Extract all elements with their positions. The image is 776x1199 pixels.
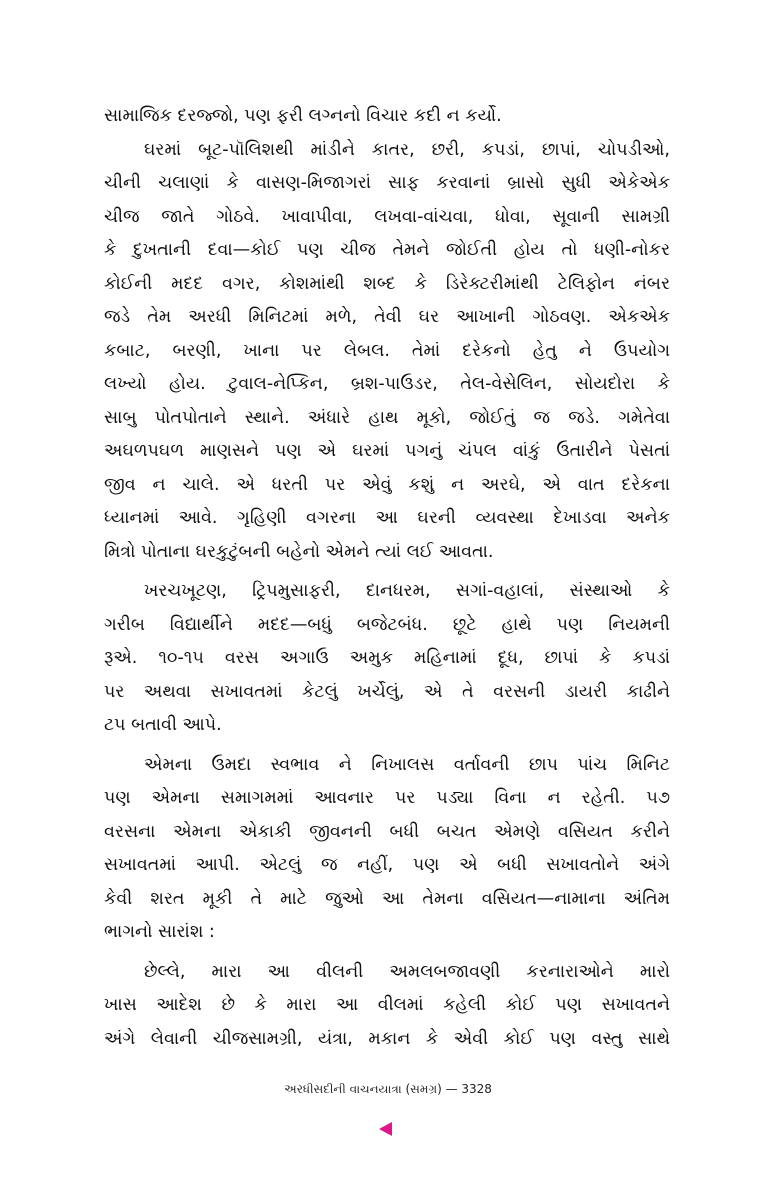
text-line: સામાજિક દરજ્જો, પણ ફરી લગ્નનો વિચાર કદી ન કર્યો. — [104, 106, 502, 126]
page-body — [104, 100, 670, 1056]
text-line: કેવી શરત મૂકી તે માટે જુઓ આ તેમના વસિયત—નામાના અંતિમ — [104, 888, 670, 909]
text-line: ઘરમાં બૂટ-પૉલિશથી માંડીને કાતર, છરી, કપડાં, છાપાં, ચોપડીઓ, — [144, 139, 670, 160]
text-line: પર અથવા સખાવતમાં કેટલું ખર્ચેલું, એ તે વરસની ડાયરી કાઢીને — [104, 681, 670, 702]
text-line: ગરીબ વિદ્યાર્થીને મદદ—બધું બજેટબંધ. છૂટે હાથે પણ નિયમની — [104, 614, 670, 635]
text-line: ચીજ જાતે ગોઠવે. ખાવાપીવા, લખવા-વાંચવા, ધોવા, સૂવાની સામગ્રી — [104, 206, 670, 227]
text-line: જડે તેમ અરધી મિનિટમાં મળે, તેવી ઘર આખાની ગોઠવણ. એકએક — [104, 307, 670, 327]
text-line: અંગે લેવાની ચીજસામગ્રી, યંત્રા, મકાન કે એવી કોઈ પણ વસ્તુ સાથે — [104, 1028, 670, 1049]
text-line: સખાવતમાં આપી. એટલું જ નહીં, પણ એ બધી સખાવતોને અંગે — [104, 855, 670, 875]
text-line: જીવ ન ચાલે. એ ધરતી પર એવું કશું ન અરઘે, એ વાત દરેકના — [104, 474, 670, 495]
text-line: ચીની ચલાણાં કે વાસણ-મિજાગરાં સાફ કરવાનાં બ્રાસો સુધી એકેએક — [104, 173, 670, 193]
text-line: ભાગનો સારાંશ : — [104, 922, 215, 942]
text-line: ખરચખૂટણ, ટ્રિપમુસાફરી, દાનધરમ, સગાં-વહાલાં, સંસ્થાઓ કે — [144, 581, 670, 601]
text-line: પણ એમના સમાગમમાં આવનાર પર પડ્યા વિના ન રહેતી. ૫૭ — [104, 788, 670, 808]
text-line: ટપ બતાવી આપે. — [104, 715, 222, 735]
text-line: કબાટ, બરણી, ખાના પર લેબલ. તેમાં દરેકનો હેતુ ને ઉપયોગ — [104, 340, 670, 361]
text-line: કોઈની મદદ વગર, કોશમાંથી શબ્દ કે ડિરેક્ટરીમાંથી ટેલિફોન નંબર — [104, 273, 670, 294]
page-footer: અરધીસદીની વાચનયાત્રા (સમગ્ર) — 3328 — [284, 1082, 492, 1096]
text-line: મિત્રો પોતાના ઘરકુટુંબની બહેનો એમને ત્યાં લઈ આવતા. — [104, 541, 494, 562]
paragraph — [104, 100, 670, 134]
text-line: છેલ્લે, મારા આ વીલની અમલબજાવણી કરનારાઓને મારો — [144, 961, 670, 982]
paragraph — [104, 749, 670, 950]
text-line: રૂએ. ૧૦-૧૫ વરસ અગાઉ અમુક મહિનામાં દૂધ, છાપાં કે કપડાં — [104, 648, 670, 668]
text-line: લખ્યો હોય. ટુવાલ-નેપ્કિન, બ્રશ-પાઉડર, તેલ-વેસેલિન, સોયદોરા કે — [104, 374, 670, 394]
text-line: અઘળપઘળ માણસને પણ એ ઘરમાં પગનું ચંપલ વાંકું ઉતારીને પેસતાં — [104, 441, 670, 461]
text-line: એમના ઉમદા સ્વભાવ ને નિખાલસ વર્તાવની છાપ પાંચ મિનિટ — [144, 754, 670, 775]
text-line: સાબુ પોતપોતાને સ્થાને. અંધારે હાથ મૂકો, જોઈતું જ જડે. ગમેતેવા — [104, 407, 670, 428]
text-line: વરસના એમના એકાકી જીવનની બધી બચત એમણે વસિયત કરીને — [104, 821, 670, 842]
paragraph — [104, 134, 670, 570]
text-line: ખાસ આદેશ છે કે મારા આ વીલમાં કહેલી કોઈ પણ સખાવતને — [104, 995, 670, 1015]
text-line: ધ્યાનમાં આવે. ગૃહિણી વગરના આ ઘરની વ્યવસ્થા દેખાડવા અનેક — [104, 508, 670, 528]
paragraph — [104, 956, 670, 1057]
text-line: કે દુખતાની દવા—કોઈ પણ ચીજ તેમને જોઈતી હોય તો ધણી-નોકર — [104, 240, 670, 260]
prev-page-triangle-left-icon[interactable] — [379, 1122, 392, 1136]
paragraph — [104, 575, 670, 743]
